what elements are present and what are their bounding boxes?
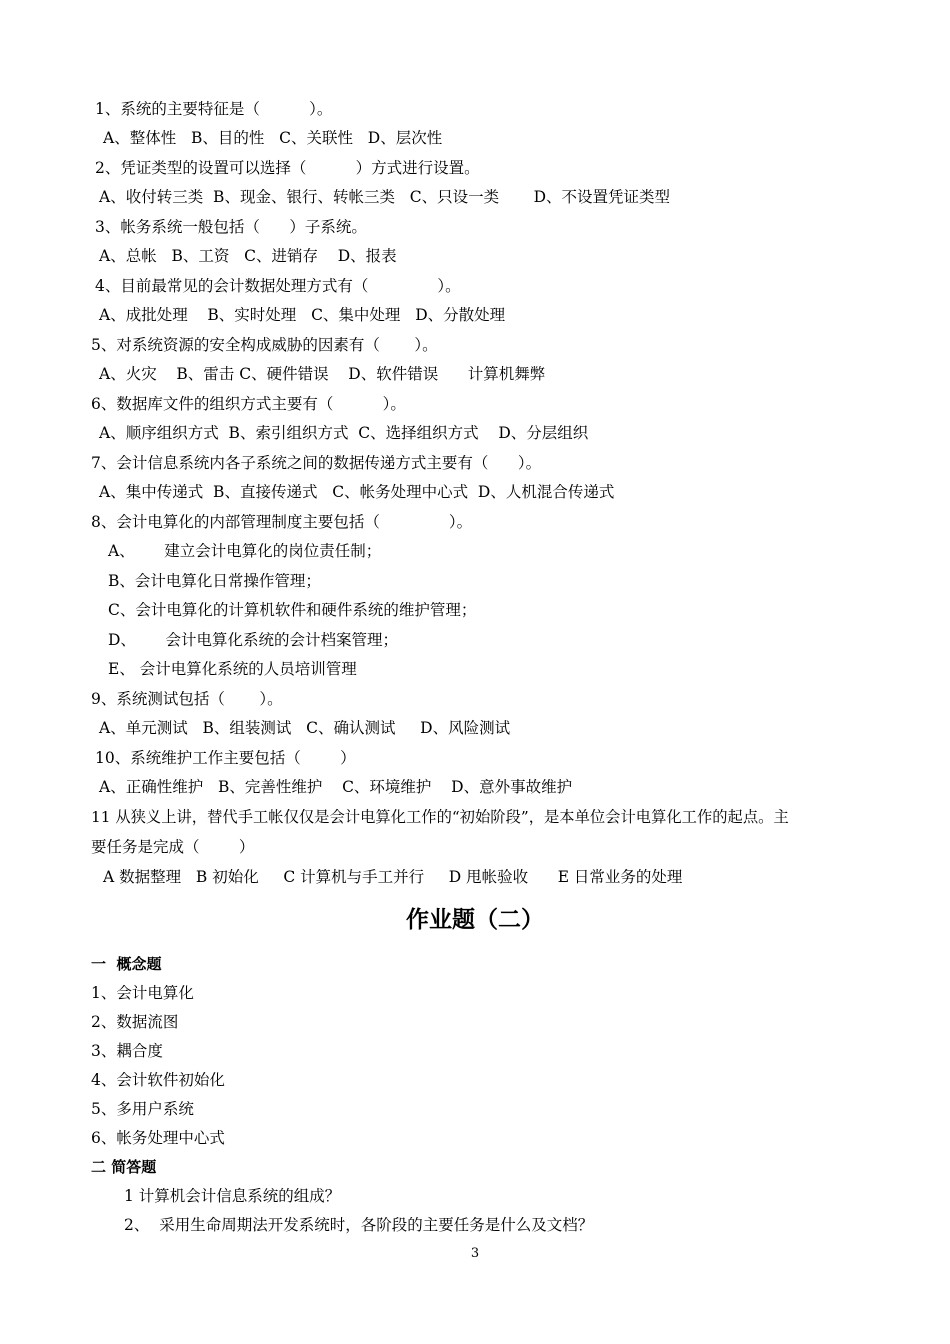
question-4-options: A、成批处理 B、实时处理 C、集中处理 D、分散处理	[99, 306, 506, 324]
question-10: 10、系统维护工作主要包括（ ）	[95, 749, 356, 767]
question-2-options: A、收付转三类 B、现金、银行、转帐三类 C、只设一类 D、不设置凭证类型	[99, 188, 670, 206]
concept-item: 3、耦合度	[91, 1042, 163, 1060]
question-10-options: A、正确性维护 B、完善性维护 C、环境维护 D、意外事故维护	[99, 778, 573, 796]
question-5: 5、对系统资源的安全构成威胁的因素有（ ）。	[91, 336, 438, 354]
concept-item: 6、帐务处理中心式	[91, 1129, 225, 1147]
question-6-options: A、顺序组织方式 B、索引组织方式 C、选择组织方式 D、分层组织	[99, 424, 589, 442]
question-8-option-e: E、 会计电算化系统的人员培训管理	[108, 660, 357, 678]
short-answer-item: 2、 采用生命周期法开发系统时，各阶段的主要任务是什么及文档？	[124, 1216, 594, 1234]
question-8-option-c: C、会计电算化的计算机软件和硬件系统的维护管理；	[108, 601, 477, 619]
question-5-options: A、火灾 B、雷击 C、硬件错误 D、软件错误 计算机舞弊	[99, 365, 546, 383]
question-11-options: A 数据整理 B 初始化 C 计算机与手工并行 D 甩帐验收 E 日常业务的处理	[103, 868, 683, 886]
question-7: 7、会计信息系统内各子系统之间的数据传递方式主要有（ ）。	[91, 454, 542, 472]
question-1: 1、系统的主要特征是（ ）。	[95, 100, 333, 118]
question-4: 4、目前最常见的会计数据处理方式有（ ）。	[95, 277, 461, 295]
question-9: 9、系统测试包括（ ）。	[91, 690, 283, 708]
section-2-heading: 二 简答题	[91, 1158, 157, 1176]
page-number: 3	[470, 1246, 480, 1261]
question-11-line-1: 11 从狭义上讲，替代手工帐仅仅是会计电算化工作的“初始阶段”，是本单位会计电算化工作的起点。主	[91, 808, 789, 826]
concept-item: 2、数据流图	[91, 1013, 179, 1031]
question-9-options: A、单元测试 B、组装测试 C、确认测试 D、风险测试	[99, 719, 511, 737]
question-8: 8、会计电算化的内部管理制度主要包括（ ）。	[91, 513, 473, 531]
concept-item: 1、会计电算化	[91, 984, 194, 1002]
question-1-options: A、整体性 B、目的性 C、关联性 D、层次性	[103, 129, 443, 147]
question-6: 6、数据库文件的组织方式主要有（ ）。	[91, 395, 406, 413]
concept-item: 4、会计软件初始化	[91, 1071, 225, 1089]
section-1-heading: 一 概念题	[91, 955, 162, 973]
question-7-options: A、集中传递式 B、直接传递式 C、帐务处理中心式 D、人机混合传递式	[99, 483, 615, 501]
question-3-options: A、总帐 B、工资 C、进销存 D、报表	[99, 247, 397, 265]
concept-item: 5、多用户系统	[91, 1100, 194, 1118]
short-answer-item: 1 计算机会计信息系统的组成？	[124, 1187, 341, 1205]
question-8-option-d: D、 会计电算化系统的会计档案管理；	[108, 631, 398, 649]
page-title: 作业题（二）	[406, 907, 544, 933]
question-3: 3、帐务系统一般包括（ ）子系统。	[95, 218, 367, 236]
question-8-option-a: A、 建立会计电算化的岗位责任制；	[108, 542, 382, 560]
question-2: 2、凭证类型的设置可以选择（ ）方式进行设置。	[95, 159, 480, 177]
question-11-line-2: 要任务是完成（ ）	[91, 838, 255, 856]
question-8-option-b: B、会计电算化日常操作管理；	[108, 572, 321, 590]
